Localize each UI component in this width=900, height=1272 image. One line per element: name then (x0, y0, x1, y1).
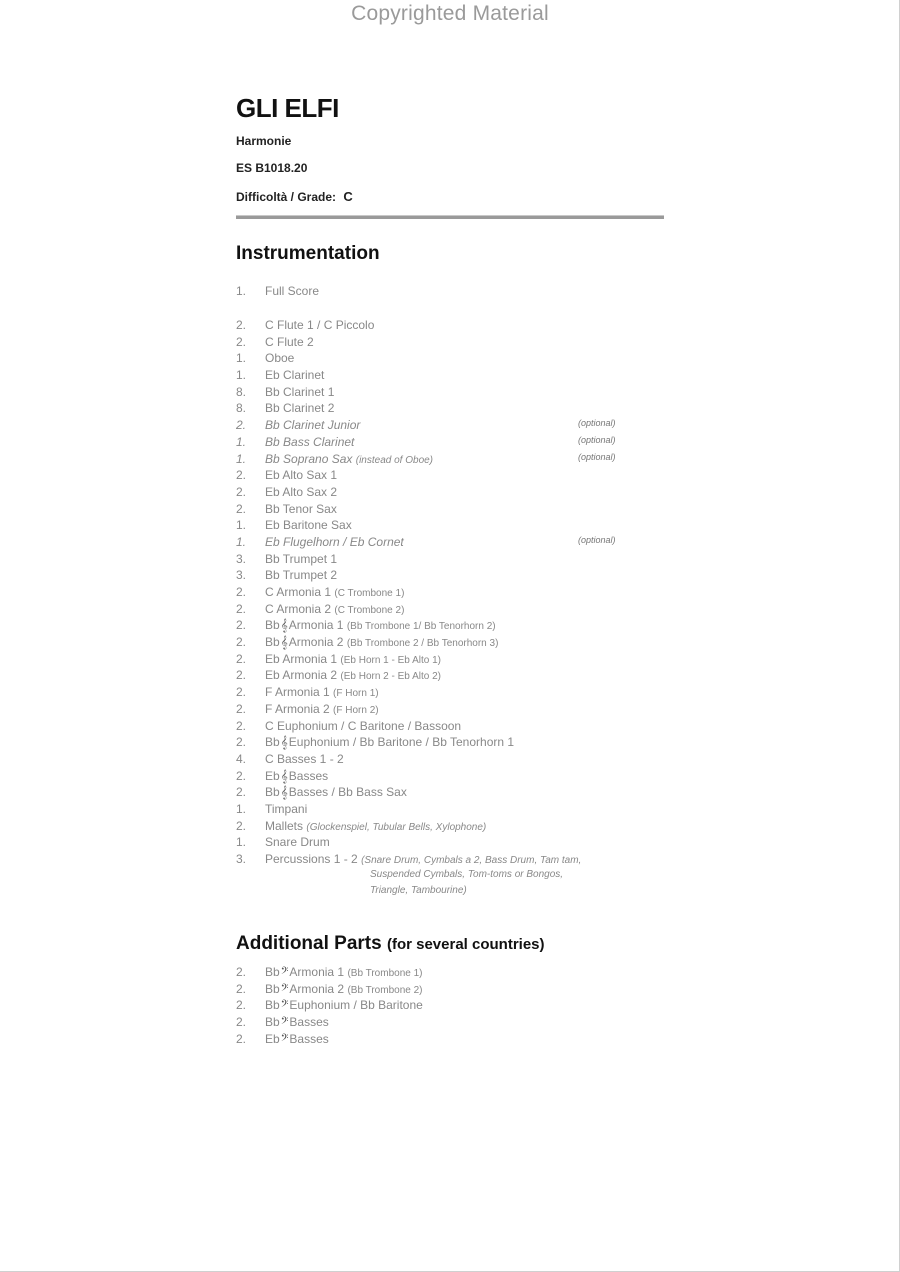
part-name: Basses (289, 1031, 329, 1046)
part-name: Armonia 2 (289, 981, 345, 996)
part-name: F Armonia 2 (265, 701, 330, 716)
part-name: Full Score (265, 284, 320, 298)
part-name: Bb Clarinet 1 (265, 384, 335, 399)
optional-tag: (optional) (578, 418, 616, 429)
part-name-group (265, 351, 294, 365)
part-name: Mallets (265, 818, 304, 833)
quantity: 1. (236, 434, 247, 449)
quantity: 8. (236, 384, 247, 399)
part-detail: (F Horn 2) (333, 704, 379, 716)
part-name: Eb Alto Sax 1 (265, 468, 338, 483)
part-name-group (265, 335, 314, 349)
instrumentation-heading: Instrumentation (236, 243, 380, 264)
part-name-group (265, 982, 423, 997)
optional-tag: (optional) (578, 534, 616, 545)
part-name: Bb Clarinet 2 (265, 401, 335, 416)
part-name-group (265, 418, 360, 432)
part-name: C Euphonium / C Baritone / Bassoon (265, 718, 462, 733)
key-prefix: Eb (265, 1031, 280, 1046)
part-name: Snare Drum (265, 835, 330, 850)
part-name-group (265, 835, 330, 849)
quantity: 2. (236, 818, 247, 833)
quantity: 2. (236, 468, 247, 483)
part-name: Bb Soprano Sax (265, 451, 353, 466)
quantity: 2. (236, 501, 247, 516)
part-name: Oboe (265, 351, 295, 366)
part-name-group (265, 735, 514, 750)
part-note-continued: Suspended Cymbals, Tom-toms or Bongos, (370, 868, 564, 880)
quantity: 2. (236, 768, 247, 783)
bass-clef-icon: 𝄢 (280, 998, 289, 1013)
part-name-group (265, 719, 461, 733)
quantity: 2. (236, 334, 247, 349)
quantity: 2. (236, 981, 247, 996)
part-name-group (265, 769, 328, 784)
part-name: Basses (289, 1015, 329, 1030)
quantity: 2. (236, 785, 247, 800)
quantity: 1. (236, 284, 247, 298)
quantity: 2. (236, 718, 247, 733)
treble-clef-icon: 𝄞 (280, 768, 288, 783)
part-name-group (265, 998, 423, 1013)
part-name: Euphonium / Bb Baritone / Bb Tenorhorn 1 (288, 735, 515, 750)
part-name: Armonia 1 (289, 965, 345, 979)
additional-parts-subtitle: (for several countries) (386, 936, 545, 953)
catalog-number: ES B1018.20 (236, 161, 308, 175)
additional-parts-title: Additional Parts (236, 933, 382, 954)
part-name-group (265, 502, 337, 516)
part-note: (instead of Oboe) (355, 454, 434, 466)
part-name-group (265, 552, 337, 566)
part-name-group (265, 602, 404, 616)
header (236, 93, 353, 204)
part-name-group (265, 435, 354, 449)
part-name: C Armonia 1 (265, 585, 332, 599)
part-name: Armonia 1 (288, 618, 344, 633)
part-note: (Snare Drum, Cymbals a 2, Bass Drum, Tam tam, (361, 855, 582, 866)
part-name-group (265, 401, 334, 415)
part-name-group (265, 452, 433, 466)
part-name-group (265, 385, 334, 399)
part-detail: (Eb Horn 1 - Eb Alto 1) (340, 654, 441, 666)
part-name-group (265, 518, 352, 532)
part-detail: (Bb Trombone 1) (347, 968, 423, 979)
treble-clef-icon: 𝄞 (280, 735, 288, 750)
quantity: 2. (236, 998, 247, 1013)
part-note: (Glockenspiel, Tubular Bells, Xylophone) (306, 821, 487, 833)
quantity: 2. (236, 585, 247, 599)
part-name-group (265, 568, 337, 582)
part-name: C Flute 2 (265, 334, 314, 349)
part-name: Basses / Bb Bass Sax (288, 785, 407, 800)
part-detail: (F Horn 1) (333, 688, 379, 700)
copyright-watermark: Copyrighted Material (351, 2, 549, 25)
quantity: 2. (236, 651, 247, 666)
part-name: Eb Baritone Sax (265, 518, 352, 533)
part-name: Percussions 1 - 2 (265, 852, 358, 866)
part-name: Eb Alto Sax 2 (265, 484, 338, 499)
treble-clef-icon: 𝄞 (280, 785, 288, 800)
part-name: C Flute 1 / C Piccolo (265, 318, 375, 332)
part-name-group (265, 802, 307, 816)
key-prefix: Bb (265, 635, 280, 650)
part-note-continued: Triangle, Tambourine) (370, 885, 467, 897)
part-name-group (265, 485, 337, 499)
part-name-group (265, 652, 441, 666)
part-detail: (Bb Trombone 2) (347, 984, 423, 996)
part-name-group (265, 535, 404, 549)
part-name-group (265, 852, 581, 866)
part-name: Bb Clarinet Junior (265, 418, 361, 433)
quantity: 8. (236, 401, 247, 416)
key-prefix: Bb (265, 965, 280, 979)
quantity: 1. (236, 351, 247, 366)
quantity: 2. (236, 668, 247, 683)
quantity: 2. (236, 418, 247, 433)
key-prefix: Bb (265, 735, 280, 750)
part-name-group (265, 635, 498, 650)
quantity: 2. (236, 318, 247, 332)
bass-clef-icon: 𝄢 (280, 965, 289, 979)
part-name: Eb Flugelhorn / Eb Cornet (265, 534, 404, 549)
part-name: Eb Armonia 1 (265, 651, 338, 666)
quantity: 2. (236, 1015, 247, 1030)
part-name-group (265, 785, 407, 800)
treble-clef-icon: 𝄞 (280, 618, 288, 633)
part-detail: (Eb Horn 2 - Eb Alto 2) (340, 671, 441, 683)
quantity: 1. (236, 835, 247, 850)
bass-clef-icon: 𝄢 (280, 1031, 289, 1046)
part-name-group (265, 685, 379, 699)
part-name: Bb Tenor Sax (265, 501, 337, 516)
part-name-group (265, 585, 404, 599)
part-name: Eb Clarinet (265, 368, 325, 383)
quantity: 3. (236, 568, 247, 583)
quantity: 2. (236, 965, 247, 979)
quantity: 2. (236, 601, 247, 616)
bass-clef-icon: 𝄢 (280, 1015, 289, 1030)
part-name: C Armonia 2 (265, 601, 332, 616)
quantity: 1. (236, 368, 247, 383)
part-name: Bb Trumpet 2 (265, 568, 338, 583)
key-prefix: Bb (265, 998, 280, 1013)
key-prefix: Bb (265, 785, 280, 800)
quantity: 4. (236, 751, 247, 766)
part-name-group (265, 318, 374, 332)
quantity: 2. (236, 484, 247, 499)
optional-tag: (optional) (578, 434, 616, 445)
part-detail: (Bb Trombone 2 / Bb Tenorhorn 3) (346, 638, 499, 650)
part-name-group (265, 468, 337, 482)
header-divider (236, 215, 664, 219)
quantity: 1. (236, 801, 247, 816)
part-name: Eb Armonia 2 (265, 668, 338, 683)
subtitle: Harmonie (236, 134, 292, 148)
grade-label: Difficoltà / Grade: (236, 190, 337, 204)
part-name-group (265, 668, 441, 682)
quantity: 1. (236, 518, 247, 533)
part-name: Bb Bass Clarinet (265, 434, 355, 449)
part-name-group (265, 618, 496, 633)
quantity: 1. (236, 534, 247, 549)
key-prefix: Bb (265, 618, 280, 633)
part-name: Euphonium / Bb Baritone (289, 998, 423, 1013)
additional-parts-heading (236, 933, 545, 955)
part-name-group (265, 1032, 329, 1047)
quantity: 2. (236, 685, 247, 700)
key-prefix: Eb (265, 768, 280, 783)
part-name-group (265, 965, 423, 980)
quantity: 2. (236, 618, 247, 633)
optional-tag: (optional) (578, 451, 616, 462)
treble-clef-icon: 𝄞 (280, 635, 288, 650)
quantity: 2. (236, 735, 247, 750)
page-title: GLI ELFI (236, 93, 339, 123)
key-prefix: Bb (265, 981, 280, 996)
part-detail: (C Trombone 2) (334, 604, 405, 616)
part-name: Armonia 2 (288, 635, 344, 650)
grade-value: C (343, 189, 353, 204)
key-prefix: Bb (265, 1015, 280, 1030)
grade (236, 189, 353, 204)
part-name: C Basses 1 - 2 (265, 751, 344, 766)
quantity: 2. (236, 701, 247, 716)
part-name: Timpani (265, 801, 308, 816)
part-name-group (265, 752, 344, 766)
part-name-group (265, 1015, 329, 1030)
quantity: 2. (236, 635, 247, 650)
bass-clef-icon: 𝄢 (280, 981, 289, 996)
part-name-group (265, 702, 379, 716)
quantity: 3. (236, 852, 247, 866)
quantity: 3. (236, 551, 247, 566)
part-name-group (265, 819, 486, 833)
part-name: F Armonia 1 (265, 685, 330, 700)
part-name-group (265, 368, 324, 382)
part-detail: (C Trombone 1) (334, 588, 405, 599)
part-detail: (Bb Trombone 1/ Bb Tenorhorn 2) (346, 621, 496, 633)
quantity: 1. (236, 451, 247, 466)
part-name: Basses (288, 768, 329, 783)
quantity: 2. (236, 1031, 247, 1046)
part-name: Bb Trumpet 1 (265, 551, 338, 566)
